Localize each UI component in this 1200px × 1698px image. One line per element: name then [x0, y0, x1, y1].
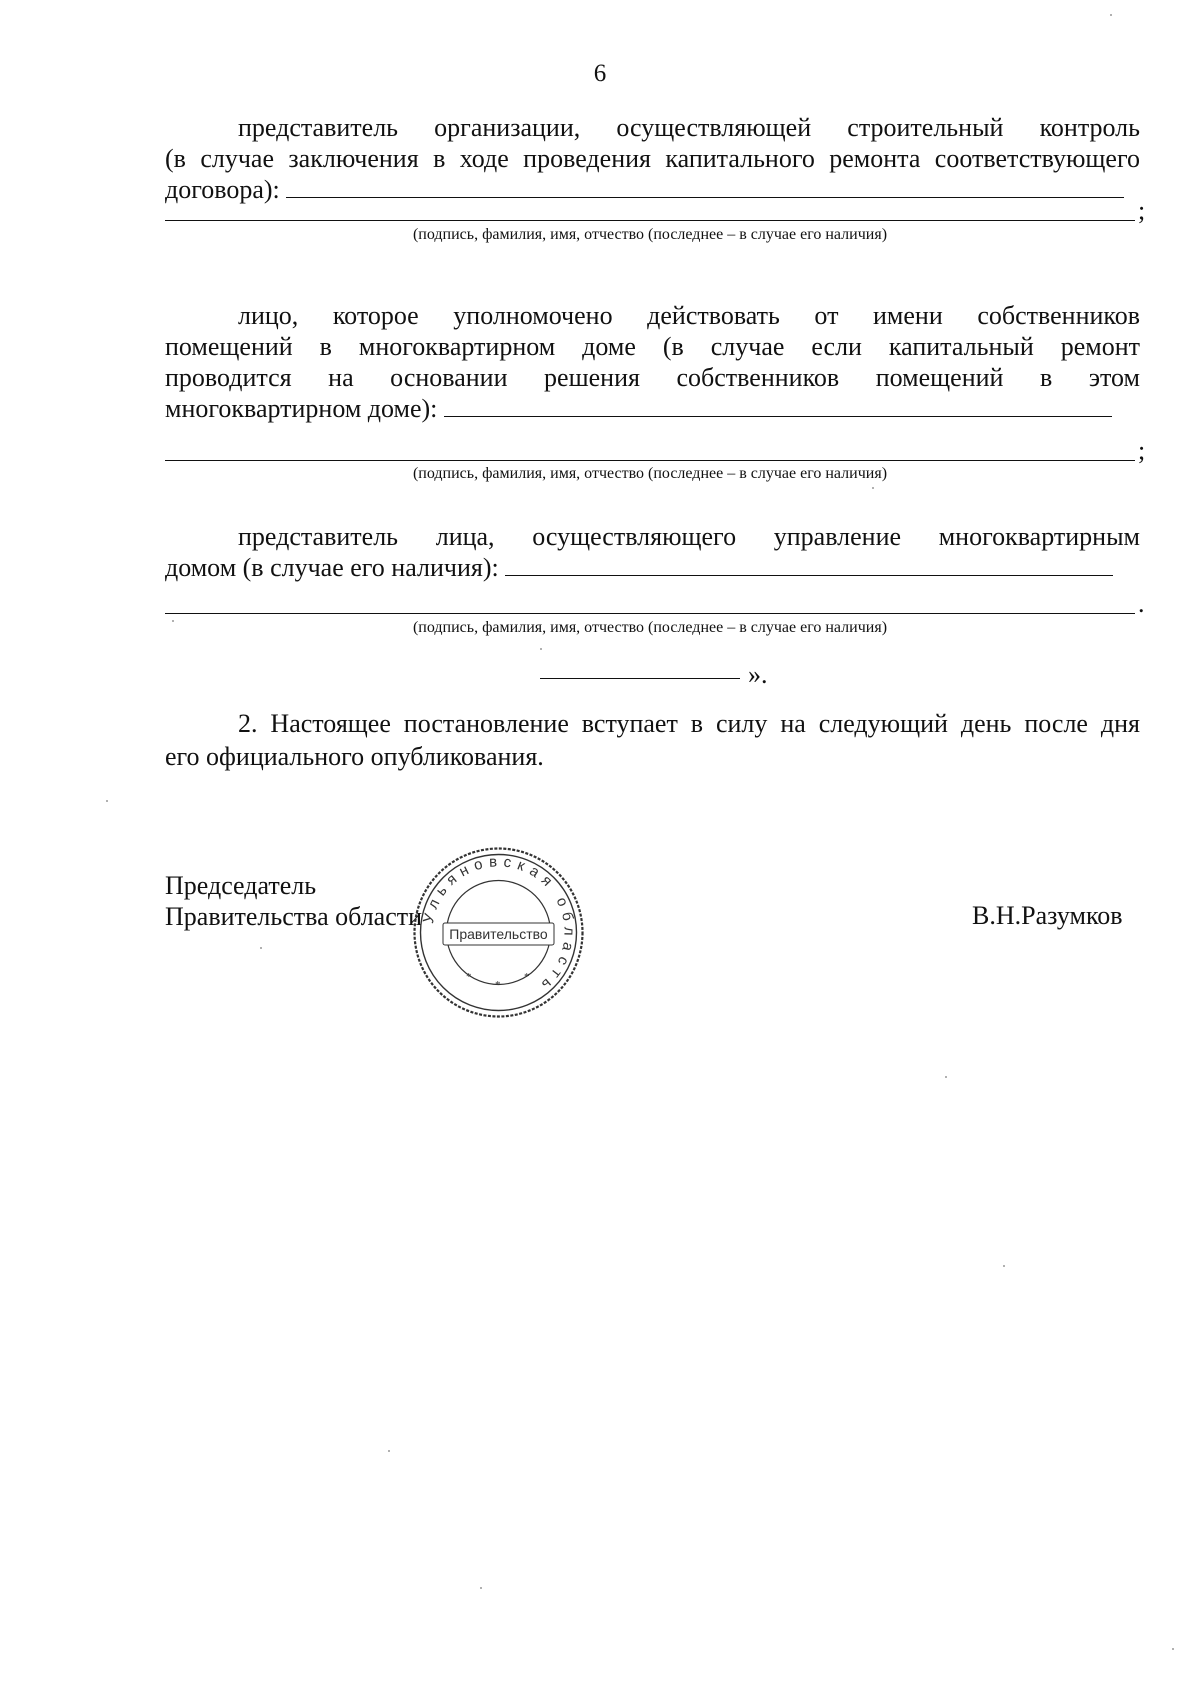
closing-quote: ».: [748, 660, 768, 689]
signature-line: [165, 613, 1135, 614]
signature-caption: (подпись, фамилия, имя, отчество (последнее – в случае его наличия): [412, 619, 888, 636]
section-3-label: домом (в случае его наличия):: [165, 553, 499, 582]
seal-star-icon: *: [466, 971, 472, 983]
scan-speck: [388, 1450, 390, 1452]
section-1-label: договора):: [165, 175, 280, 204]
section-2-line-2: помещений в многоквартирном доме (в случае если капитальный ремонт: [165, 332, 1140, 361]
section-2-line-3: проводится на основании решения собственников помещений в этом: [165, 363, 1140, 392]
scan-speck: [480, 1587, 482, 1589]
scan-speck: [872, 487, 874, 489]
scan-speck: [1172, 1648, 1174, 1650]
page-number: 6: [593, 60, 607, 87]
section-2-line-1: лицо, которое уполномочено действовать от имени собственников: [238, 301, 1140, 330]
paragraph-2-line-2: его официального опубликования.: [165, 742, 544, 771]
signer-name: В.Н.Разумков: [972, 901, 1123, 930]
signature-fill-line: [444, 394, 1112, 417]
section-construction-control: [165, 112, 1140, 205]
section-1-line-3: [165, 174, 1140, 205]
signature-line: [165, 460, 1135, 461]
signature-caption: (подпись, фамилия, имя, отчество (последнее – в случае его наличия): [412, 465, 888, 482]
section-2-label: многоквартирном доме):: [165, 394, 438, 423]
signature-line: [165, 220, 1135, 221]
signature-title-line-2: Правительства области: [165, 902, 423, 931]
paragraph-2-line-1: 2. Настоящее постановление вступает в силу на следующий день после дня: [238, 709, 1140, 738]
section-1-line-2: (в случае заключения в ходе проведения капитального ремонта соответствующего: [165, 144, 1140, 173]
signature-fill-line: [505, 553, 1113, 576]
section-management-representative: [165, 521, 1140, 583]
section-owners-representative: [165, 300, 1140, 424]
signature-caption: (подпись, фамилия, имя, отчество (последнее – в случае его наличия): [412, 226, 888, 243]
seal-center-text: Правительство: [449, 926, 548, 942]
section-3-line-1: представитель лица, осуществляющего управление многоквартирным: [238, 522, 1140, 551]
official-seal-stamp: [411, 845, 586, 1020]
signature-title: [165, 870, 422, 932]
scan-speck: [1003, 1265, 1005, 1267]
scan-speck: [106, 800, 108, 802]
scan-speck: [260, 947, 262, 949]
scan-speck: [172, 620, 174, 622]
closing-blank-line: [540, 678, 740, 679]
section-1-line-1: представитель организации, осуществляющей строительный контроль: [238, 113, 1140, 142]
scan-speck: [1110, 14, 1112, 16]
signature-title-line-1: Председатель: [165, 871, 317, 900]
section-2-line-4: [165, 393, 1140, 424]
paragraph-2: [165, 707, 1140, 773]
end-punctuation: ;: [1138, 196, 1146, 225]
scan-speck: [540, 648, 542, 650]
signature-fill-line: [286, 175, 1124, 198]
seal-star-icon: *: [495, 979, 501, 991]
end-punctuation: .: [1138, 589, 1145, 618]
end-punctuation: ;: [1138, 436, 1146, 465]
section-3-line-2: [165, 552, 1140, 583]
seal-ring-text: Ульяновская область: [419, 853, 578, 997]
seal-star-icon: *: [524, 971, 530, 983]
scan-speck: [945, 1076, 947, 1078]
